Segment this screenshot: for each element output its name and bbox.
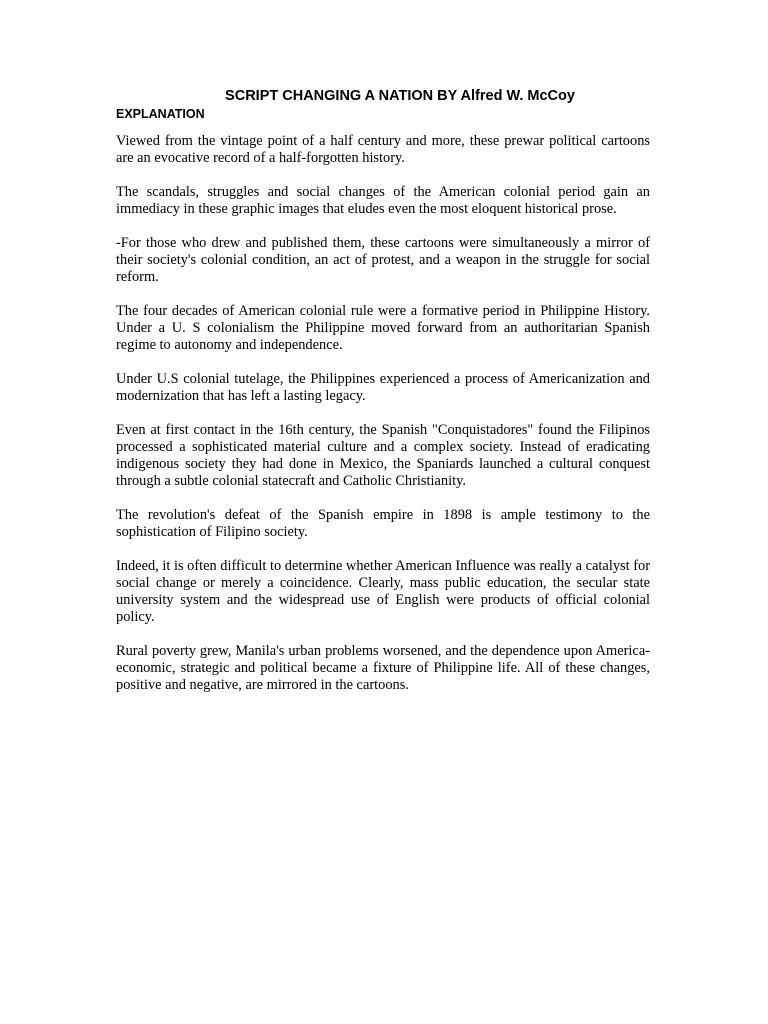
paragraph: The scandals, struggles and social changes of the American colonial period gain an immediacy in these graphic images that eludes even the most eloquent historical prose. bbox=[116, 184, 650, 217]
paragraph: The revolution's defeat of the Spanish empire in 1898 is ample testimony to the sophistication of Filipino society. bbox=[116, 507, 650, 540]
paragraph: Under U.S colonial tutelage, the Philippines experienced a process of Americanization and modernization that has left a lasting legacy. bbox=[116, 371, 650, 404]
paragraph: -For those who drew and published them, these cartoons were simultaneously a mirror of their society's colonial condition, an act of protest, and a weapon in the struggle for social reform. bbox=[116, 235, 650, 285]
paragraph: Rural poverty grew, Manila's urban problems worsened, and the dependence upon America- economic, strategic and political became a fixture of Philippine life. All of these changes, positive and negative, are mirrored in the cartoons. bbox=[116, 643, 650, 693]
document-title: SCRIPT CHANGING A NATION BY Alfred W. McCoy bbox=[225, 88, 575, 104]
section-heading: EXPLANATION bbox=[116, 107, 205, 121]
paragraph: Even at first contact in the 16th century, the Spanish "Conquistadores" found the Filipinos processed a sophisticated material culture and a complex society. Instead of eradicating indigenous society they had done in Mexico, the Spaniards launched a cultural conquest through a subtle colonial statecraft and Catholic Christianity. bbox=[116, 422, 650, 489]
paragraph: Viewed from the vintage point of a half century and more, these prewar political cartoons are an evocative record of a half-forgotten history. bbox=[116, 133, 650, 166]
paragraph: Indeed, it is often difficult to determine whether American Influence was really a catalyst for social change or merely a coincidence. Clearly, mass public education, the secular state university system and the widespread use of English were products of official colonial policy. bbox=[116, 558, 650, 625]
paragraph: The four decades of American colonial rule were a formative period in Philippine History. Under a U. S colonialism the Philippine moved forward from an authoritarian Spanish regime to autonomy and independence. bbox=[116, 303, 650, 353]
document-body bbox=[116, 86, 650, 711]
